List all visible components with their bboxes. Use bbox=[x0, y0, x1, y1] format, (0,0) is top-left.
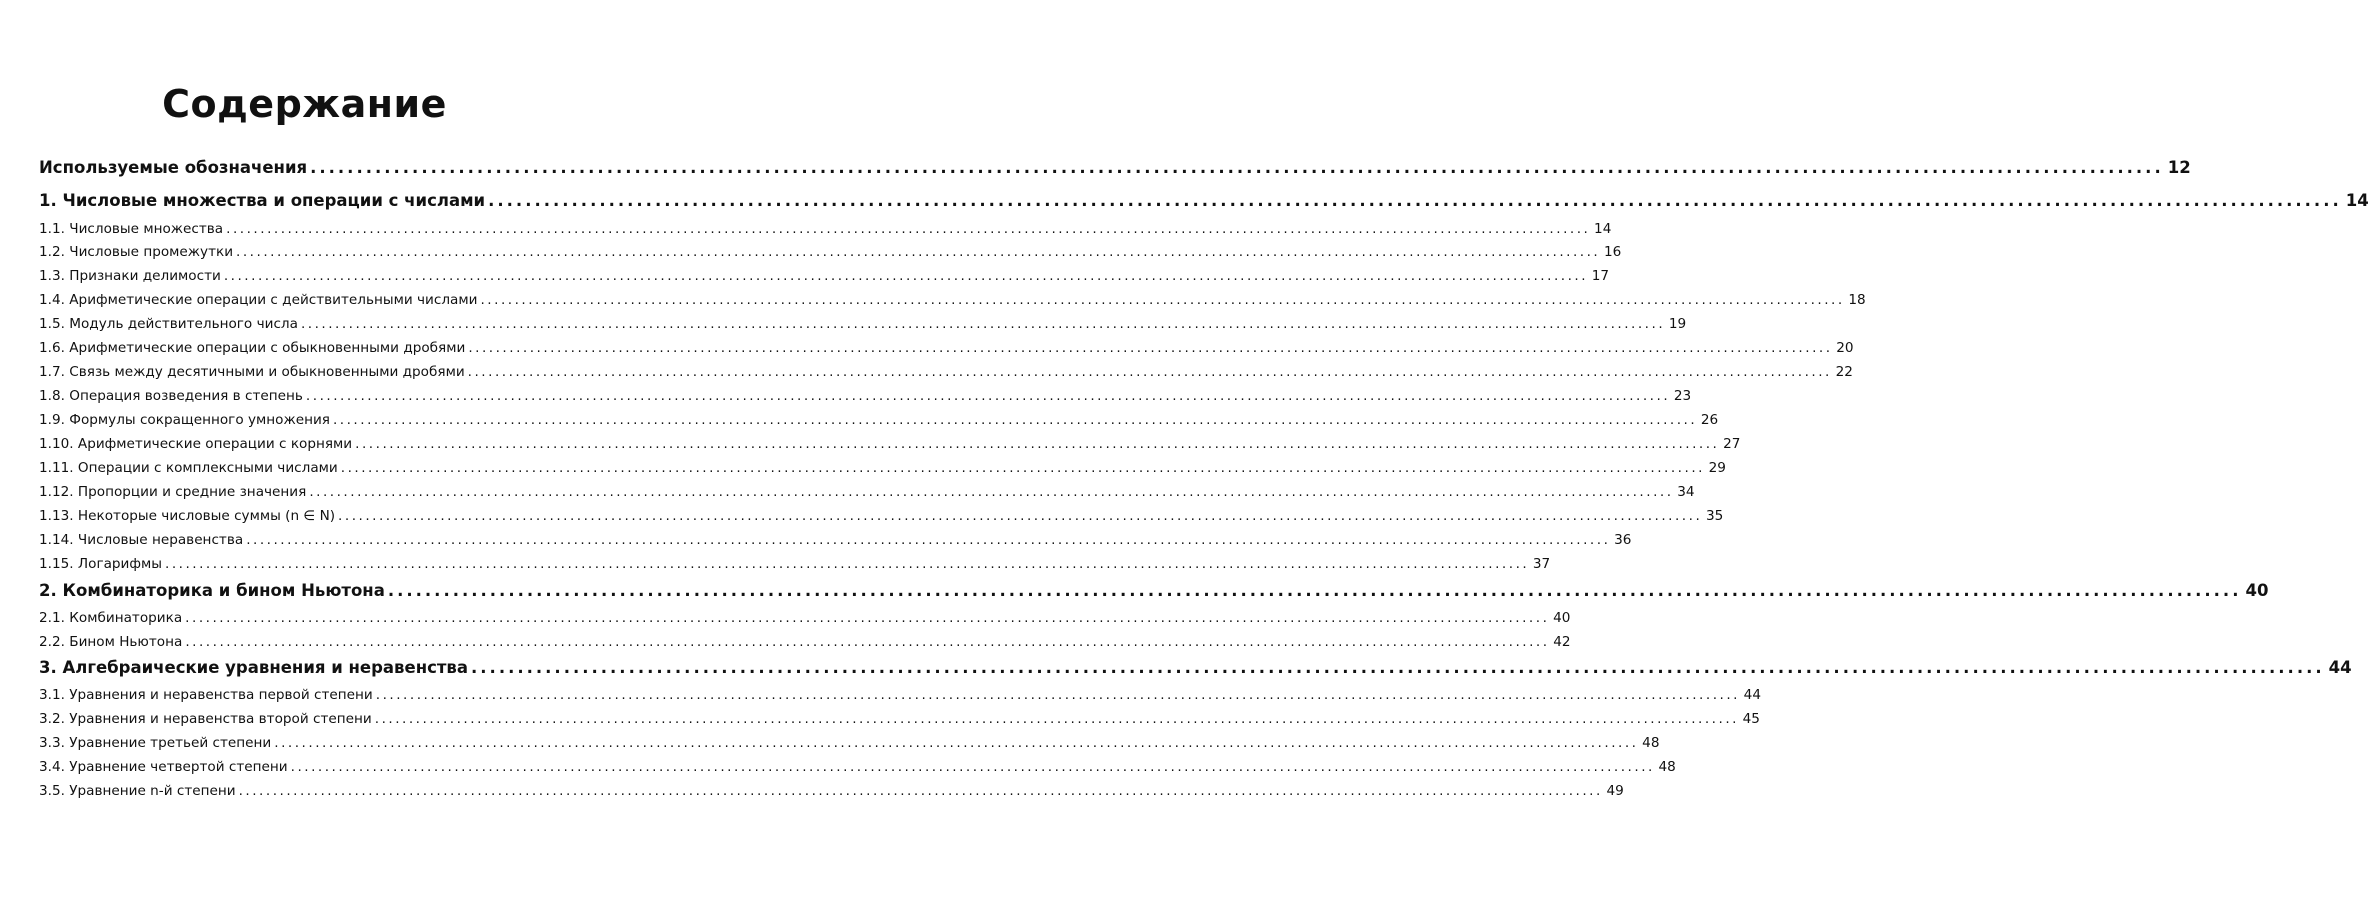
dot-leader: ........................................................................................................................................................................................................ bbox=[238, 783, 1603, 799]
toc-entry-title: 2.2. Бином Ньютона bbox=[39, 634, 183, 650]
toc-page-number: 17 bbox=[1591, 268, 1610, 284]
toc-page-number: 40 bbox=[2245, 581, 2269, 600]
toc-page-number: 48 bbox=[1658, 759, 1676, 775]
toc-section-entry bbox=[39, 687, 1761, 703]
toc-entry-title: 1.5. Модуль действительного числа bbox=[39, 316, 298, 332]
toc-page-number: 44 bbox=[2328, 658, 2352, 677]
toc-chapter-entry bbox=[39, 158, 2191, 177]
page-title: Содержание bbox=[162, 82, 447, 126]
dot-leader: ........................................................................................................................................................................................................ bbox=[480, 292, 1845, 308]
toc-entry-title: 1.2. Числовые промежутки bbox=[39, 244, 234, 260]
toc-page-number: 34 bbox=[1677, 484, 1695, 500]
dot-leader: ........................................................................................................................................................................................................ bbox=[305, 388, 1671, 404]
toc-page-number: 18 bbox=[1848, 292, 1866, 308]
toc-section-entry bbox=[39, 292, 1866, 308]
toc-entry-title: 1. Числовые множества и операции с числами bbox=[39, 191, 486, 210]
dot-leader: ........................................................................................................................................................................................................ bbox=[387, 581, 2242, 600]
toc-section-entry bbox=[39, 634, 1571, 650]
toc-page-number: 16 bbox=[1603, 244, 1622, 260]
dot-leader: ........................................................................................................................................................................................................ bbox=[310, 158, 2164, 177]
toc-section-entry bbox=[39, 412, 1719, 428]
dot-leader: ........................................................................................................................................................................................................ bbox=[274, 735, 1639, 751]
toc-section-entry bbox=[39, 735, 1660, 751]
dot-leader: ........................................................................................................................................................................................................ bbox=[355, 436, 1720, 452]
dot-leader: ........................................................................................................................................................................................................ bbox=[340, 460, 1705, 476]
toc-page-number: 14 bbox=[2345, 191, 2369, 210]
toc-section-entry bbox=[39, 610, 1571, 626]
dot-leader: ........................................................................................................................................................................................................ bbox=[374, 711, 1739, 727]
toc-page-number: 37 bbox=[1532, 556, 1551, 572]
toc-entry-title: 1.3. Признаки делимости bbox=[39, 268, 221, 284]
toc-entry-title: 3.2. Уравнения и неравенства второй степени bbox=[39, 711, 372, 727]
dot-leader: ........................................................................................................................................................................................................ bbox=[185, 634, 1550, 650]
toc-entry-title: Используемые обозначения bbox=[39, 158, 308, 177]
dot-leader: ........................................................................................................................................................................................................ bbox=[246, 532, 1611, 548]
toc-page-number: 26 bbox=[1700, 412, 1719, 428]
toc-entry-title: 3.1. Уравнения и неравенства первой степени bbox=[39, 687, 373, 703]
toc-entry-title: 1.1. Числовые множества bbox=[39, 221, 224, 237]
toc-entry-title: 1.14. Числовые неравенства bbox=[39, 532, 244, 548]
toc-page-number: 49 bbox=[1606, 783, 1624, 799]
toc-entry-title: 1.4. Арифметические операции с действительными числами bbox=[39, 292, 478, 308]
toc-entry-title: 2.1. Комбинаторика bbox=[39, 610, 183, 626]
toc-section-entry bbox=[39, 244, 1622, 260]
toc-entry-title: 3.4. Уравнение четвертой степени bbox=[39, 759, 288, 775]
toc-page-number: 48 bbox=[1642, 735, 1660, 751]
toc-page-number: 14 bbox=[1594, 221, 1612, 237]
toc-page-number: 35 bbox=[1705, 508, 1724, 524]
toc-chapter-entry bbox=[39, 658, 2352, 677]
toc-entry-title: 1.10. Арифметические операции с корнями bbox=[39, 436, 353, 452]
toc-section-entry bbox=[39, 783, 1624, 799]
dot-leader: ........................................................................................................................................................................................................ bbox=[332, 412, 1698, 428]
toc-entry-title: 1.15. Логарифмы bbox=[39, 556, 162, 572]
toc-section-entry bbox=[39, 388, 1692, 404]
toc-entry-title: 1.7. Связь между десятичными и обыкновенными дробями bbox=[39, 364, 465, 380]
toc-section-entry bbox=[39, 460, 1726, 476]
toc-section-entry bbox=[39, 532, 1632, 548]
dot-leader: ........................................................................................................................................................................................................ bbox=[300, 316, 1666, 332]
toc-page-number: 45 bbox=[1742, 711, 1760, 727]
toc-page-number: 29 bbox=[1708, 460, 1726, 476]
toc-section-entry bbox=[39, 436, 1741, 452]
toc-page-number: 19 bbox=[1668, 316, 1687, 332]
dot-leader: ........................................................................................................................................................................................................ bbox=[467, 364, 1832, 380]
toc-section-entry bbox=[39, 340, 1854, 356]
toc-page-number: 27 bbox=[1723, 436, 1741, 452]
dot-leader: ........................................................................................................................................................................................................ bbox=[226, 221, 1591, 237]
toc-entry-title: 1.11. Операции с комплексными числами bbox=[39, 460, 338, 476]
dot-leader: ........................................................................................................................................................................................................ bbox=[309, 484, 1674, 500]
toc-page-number: 40 bbox=[1553, 610, 1571, 626]
toc-entry-title: 3. Алгебраические уравнения и неравенства bbox=[39, 658, 469, 677]
dot-leader: ........................................................................................................................................................................................................ bbox=[488, 191, 2342, 210]
toc-entry-title: 1.13. Некоторые числовые суммы (n ∈ N) bbox=[39, 508, 336, 524]
dot-leader: ........................................................................................................................................................................................................ bbox=[290, 759, 1655, 775]
toc-chapter-entry bbox=[39, 581, 2269, 600]
toc-chapter-entry bbox=[39, 191, 2369, 210]
toc-entry-title: 1.12. Пропорции и средние значения bbox=[39, 484, 307, 500]
toc-page-number: 42 bbox=[1553, 634, 1571, 650]
dot-leader: ........................................................................................................................................................................................................ bbox=[185, 610, 1550, 626]
dot-leader: ........................................................................................................................................................................................................ bbox=[165, 556, 1530, 572]
toc-page-number: 22 bbox=[1835, 364, 1853, 380]
toc-entry-title: 1.8. Операция возведения в степень bbox=[39, 388, 303, 404]
dot-leader: ........................................................................................................................................................................................................ bbox=[375, 687, 1740, 703]
toc-entry-title: 2. Комбинаторика и бином Ньютона bbox=[39, 581, 385, 600]
toc-page-number: 44 bbox=[1743, 687, 1761, 703]
toc-section-entry bbox=[39, 759, 1676, 775]
dot-leader: ........................................................................................................................................................................................................ bbox=[338, 508, 1703, 524]
toc-entry-title: 1.9. Формулы сокращенного умножения bbox=[39, 412, 330, 428]
toc-entry-title: 1.6. Арифметические операции с обыкновенными дробями bbox=[39, 340, 466, 356]
toc-section-entry bbox=[39, 508, 1724, 524]
dot-leader: ........................................................................................................................................................................................................ bbox=[236, 244, 1601, 260]
dot-leader: ........................................................................................................................................................................................................ bbox=[471, 658, 2325, 677]
toc-section-entry bbox=[39, 221, 1612, 237]
toc-entry-title: 3.3. Уравнение третьей степени bbox=[39, 735, 272, 751]
dot-leader: ........................................................................................................................................................................................................ bbox=[223, 268, 1589, 284]
toc-section-entry bbox=[39, 268, 1610, 284]
toc-section-entry bbox=[39, 556, 1551, 572]
toc-page-number: 20 bbox=[1836, 340, 1854, 356]
toc-section-entry bbox=[39, 364, 1853, 380]
toc-section-entry bbox=[39, 711, 1760, 727]
toc-page-number: 36 bbox=[1614, 532, 1632, 548]
dot-leader: ........................................................................................................................................................................................................ bbox=[468, 340, 1833, 356]
toc-section-entry bbox=[39, 316, 1687, 332]
toc-entry-title: 3.5. Уравнение n-й степени bbox=[39, 783, 236, 799]
toc-page-number: 12 bbox=[2167, 158, 2191, 177]
toc-page-number: 23 bbox=[1673, 388, 1692, 404]
toc-section-entry bbox=[39, 484, 1695, 500]
